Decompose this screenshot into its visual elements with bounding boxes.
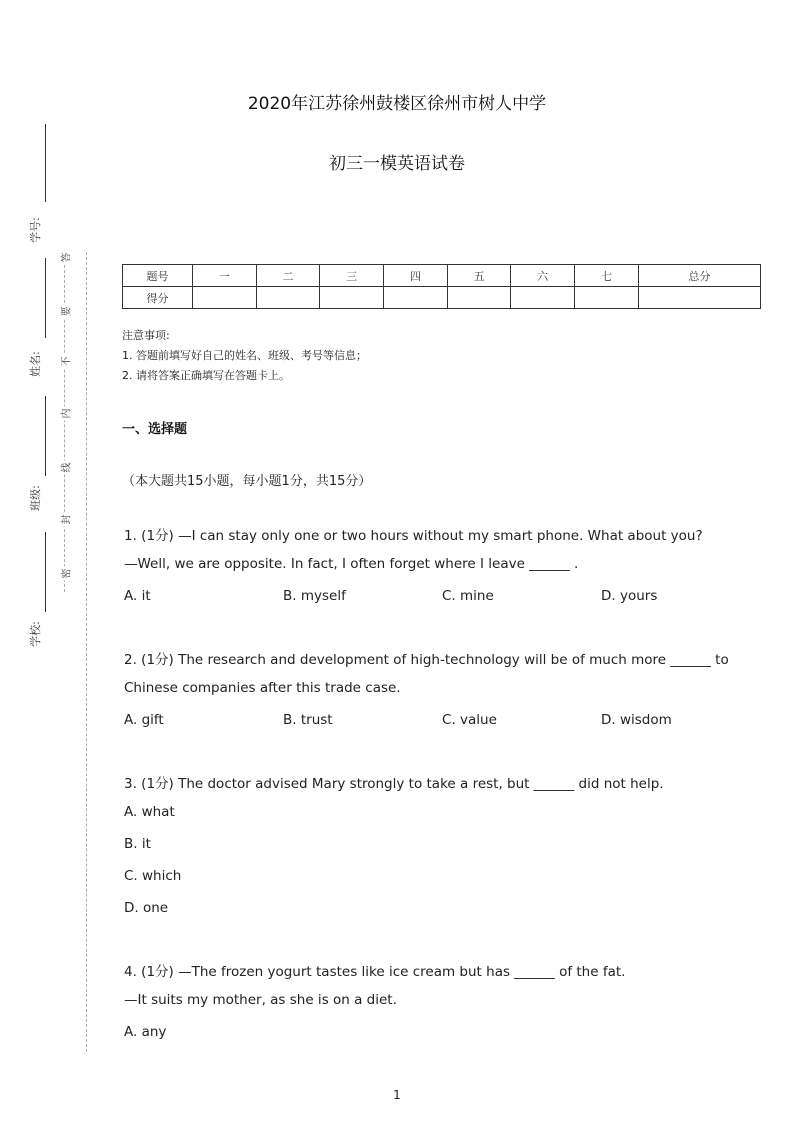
seal-char: 要 xyxy=(58,305,73,319)
score-cell xyxy=(447,287,511,309)
margin-dashed-line xyxy=(86,252,87,1052)
table-cell: 总分 xyxy=(638,265,760,287)
option-a: A. any xyxy=(124,1024,167,1040)
table-cell: 七 xyxy=(575,265,639,287)
option-b: B. trust xyxy=(283,712,333,728)
seal-char: 密 xyxy=(58,567,73,581)
exam-title: 初三一模英语试卷 xyxy=(329,154,465,174)
table-cell: 六 xyxy=(511,265,575,287)
name-label: 姓名: xyxy=(28,351,42,377)
score-cell xyxy=(638,287,760,309)
question-stem: 3. (1分) The doctor advised Mary strongly to take a rest, but ______ did not help. xyxy=(124,776,664,792)
seal-char: 答 xyxy=(58,251,73,265)
school-label: 学校: xyxy=(28,621,42,647)
seal-char: 线 xyxy=(58,461,73,475)
option-c: C. value xyxy=(442,712,497,728)
table-cell: 得分 xyxy=(123,287,193,309)
score-cell xyxy=(320,287,384,309)
notes-item: 1. 答题前填写好自己的姓名、班级、考号等信息； xyxy=(122,349,367,362)
question-stem-line2: —It suits my mother, as she is on a diet. xyxy=(124,992,397,1008)
class-line xyxy=(45,396,46,476)
option-d: D. yours xyxy=(601,588,658,604)
option-a: A. gift xyxy=(124,712,164,728)
school-line xyxy=(45,532,46,612)
student-id-label: 学号: xyxy=(28,217,42,243)
section-subtitle: （本大题共15小题，每小题1分，共15分） xyxy=(122,474,372,489)
option-b: B. myself xyxy=(283,588,346,604)
score-table-header-row xyxy=(123,265,761,287)
score-cell xyxy=(193,287,257,309)
question-stem: 4. (1分) —The frozen yogurt tastes like ice cream but has ______ of the fat. xyxy=(124,964,626,980)
notes xyxy=(122,326,367,386)
question-stem-line2: —Well, we are opposite. In fact, I often forget where I leave ______ . xyxy=(124,556,579,572)
option-c: C. which xyxy=(124,868,182,884)
score-cell xyxy=(511,287,575,309)
question-stem: 1. (1分) —I can stay only one or two hours without my smart phone. What about you? xyxy=(124,528,703,544)
table-cell: 三 xyxy=(320,265,384,287)
option-d: D. one xyxy=(124,900,169,916)
table-cell: 四 xyxy=(384,265,448,287)
seal-warning xyxy=(58,248,72,593)
page-number: 1 xyxy=(393,1088,401,1102)
notes-item: 2. 请将答案正确填写在答题卡上。 xyxy=(122,369,290,382)
table-cell: 五 xyxy=(447,265,511,287)
score-table xyxy=(122,264,761,309)
class-label: 班级: xyxy=(28,485,42,511)
question-stem-line2: Chinese companies after this trade case. xyxy=(124,680,401,696)
score-cell xyxy=(256,287,320,309)
question-stem: 2. (1分) The research and development of high-technology will be of much more ______ to xyxy=(124,652,729,668)
seal-char: 封 xyxy=(58,513,73,527)
table-cell: 题号 xyxy=(123,265,193,287)
name-line xyxy=(45,258,46,338)
table-cell: 一 xyxy=(193,265,257,287)
seal-char: 内 xyxy=(58,407,73,421)
score-cell xyxy=(384,287,448,309)
school-title: 2020年江苏徐州鼓楼区徐州市树人中学 xyxy=(247,94,547,114)
option-d: D. wisdom xyxy=(601,712,672,728)
table-cell: 二 xyxy=(256,265,320,287)
score-cell xyxy=(575,287,639,309)
score-table-score-row xyxy=(123,287,761,309)
option-a: A. it xyxy=(124,588,151,604)
section-title: 一、选择题 xyxy=(122,422,188,437)
option-c: C. mine xyxy=(442,588,494,604)
notes-heading: 注意事项: xyxy=(122,329,170,342)
option-a: A. what xyxy=(124,804,175,820)
seal-char: 不 xyxy=(58,355,73,369)
option-b: B. it xyxy=(124,836,151,852)
